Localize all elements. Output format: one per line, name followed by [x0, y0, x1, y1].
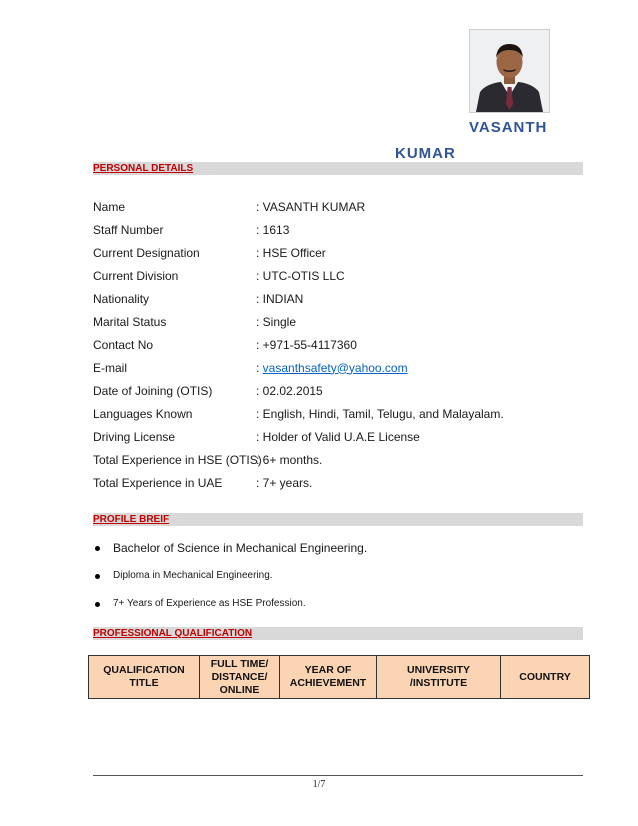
detail-value: : 6+ months. — [256, 452, 323, 467]
detail-row-languages — [93, 402, 593, 425]
email-prefix: : — [256, 360, 263, 375]
detail-row-staff-number — [93, 218, 593, 241]
qualification-table — [88, 655, 590, 699]
profile-photo — [469, 29, 550, 113]
email-link[interactable]: vasanthsafety@yahoo.com — [262, 360, 408, 375]
detail-row-name — [93, 195, 593, 218]
detail-label: Contact No — [93, 337, 154, 352]
detail-value — [256, 361, 408, 375]
profile-list-item: Diploma in Mechanical Engineering. — [93, 566, 573, 594]
section-title-qualification: PROFESSIONAL QUALIFICATION — [93, 628, 253, 639]
qualification-table-header — [89, 656, 590, 699]
section-bar-qualification — [93, 627, 583, 640]
profile-list-item: Bachelor of Science in Mechanical Engineering. — [93, 538, 573, 566]
section-bar-personal — [93, 162, 583, 175]
detail-row-hse-experience — [93, 448, 593, 471]
section-title-personal: PERSONAL DETAILS — [93, 163, 194, 174]
detail-label: Staff Number — [93, 222, 164, 237]
column-header-university: UNIVERSITY /INSTITUTE — [377, 656, 501, 699]
column-header-country: COUNTRY — [501, 656, 590, 699]
section-bar-profile — [93, 513, 583, 526]
column-header-qualification-title: QUALIFICATION TITLE — [89, 656, 200, 699]
portrait-image — [470, 30, 549, 112]
detail-label: Current Designation — [93, 245, 200, 260]
detail-row-division — [93, 264, 593, 287]
column-header-mode: FULL TIME/ DISTANCE/ ONLINE — [200, 656, 280, 699]
detail-value: : VASANTH KUMAR — [256, 199, 366, 214]
candidate-last-name: KUMAR — [395, 145, 456, 162]
detail-row-driving-license — [93, 425, 593, 448]
detail-value: : 02.02.2015 — [256, 383, 323, 398]
detail-value: : INDIAN — [256, 291, 304, 306]
detail-label: Languages Known — [93, 406, 193, 421]
detail-label: Driving License — [93, 429, 176, 444]
detail-value: : Holder of Valid U.A.E License — [256, 429, 420, 444]
detail-value: : 7+ years. — [256, 475, 313, 490]
detail-label: Total Experience in UAE — [93, 475, 223, 490]
detail-row-marital-status — [93, 310, 593, 333]
detail-value: : +971-55-4117360 — [256, 337, 357, 352]
detail-row-contact — [93, 333, 593, 356]
profile-list-item: 7+ Years of Experience as HSE Profession. — [93, 594, 573, 622]
detail-label: Date of Joining (OTIS) — [93, 383, 213, 398]
detail-row-designation — [93, 241, 593, 264]
detail-row-uae-experience — [93, 471, 593, 494]
candidate-first-name: VASANTH — [469, 119, 548, 136]
detail-label: Marital Status — [93, 314, 167, 329]
footer-divider — [93, 775, 583, 776]
detail-label: E-mail — [93, 360, 128, 375]
detail-label: Nationality — [93, 291, 150, 306]
detail-row-email — [93, 356, 593, 379]
column-header-year: YEAR OF ACHIEVEMENT — [280, 656, 377, 699]
detail-value: : UTC-OTIS LLC — [256, 268, 345, 283]
detail-value: : 1613 — [256, 222, 290, 237]
personal-details — [93, 195, 593, 494]
detail-value: : Single — [256, 314, 297, 329]
detail-label: Name — [93, 199, 126, 214]
page-number: 1/7 — [312, 779, 326, 790]
detail-value: : HSE Officer — [256, 245, 326, 260]
detail-row-nationality — [93, 287, 593, 310]
detail-value: : English, Hindi, Tamil, Telugu, and Malayalam. — [256, 406, 504, 421]
section-title-profile: PROFILE BREIF — [93, 514, 170, 525]
detail-row-joining-date — [93, 379, 593, 402]
detail-label: Current Division — [93, 268, 179, 283]
profile-list — [93, 538, 573, 622]
detail-label: Total Experience in HSE (OTIS) — [93, 452, 262, 467]
